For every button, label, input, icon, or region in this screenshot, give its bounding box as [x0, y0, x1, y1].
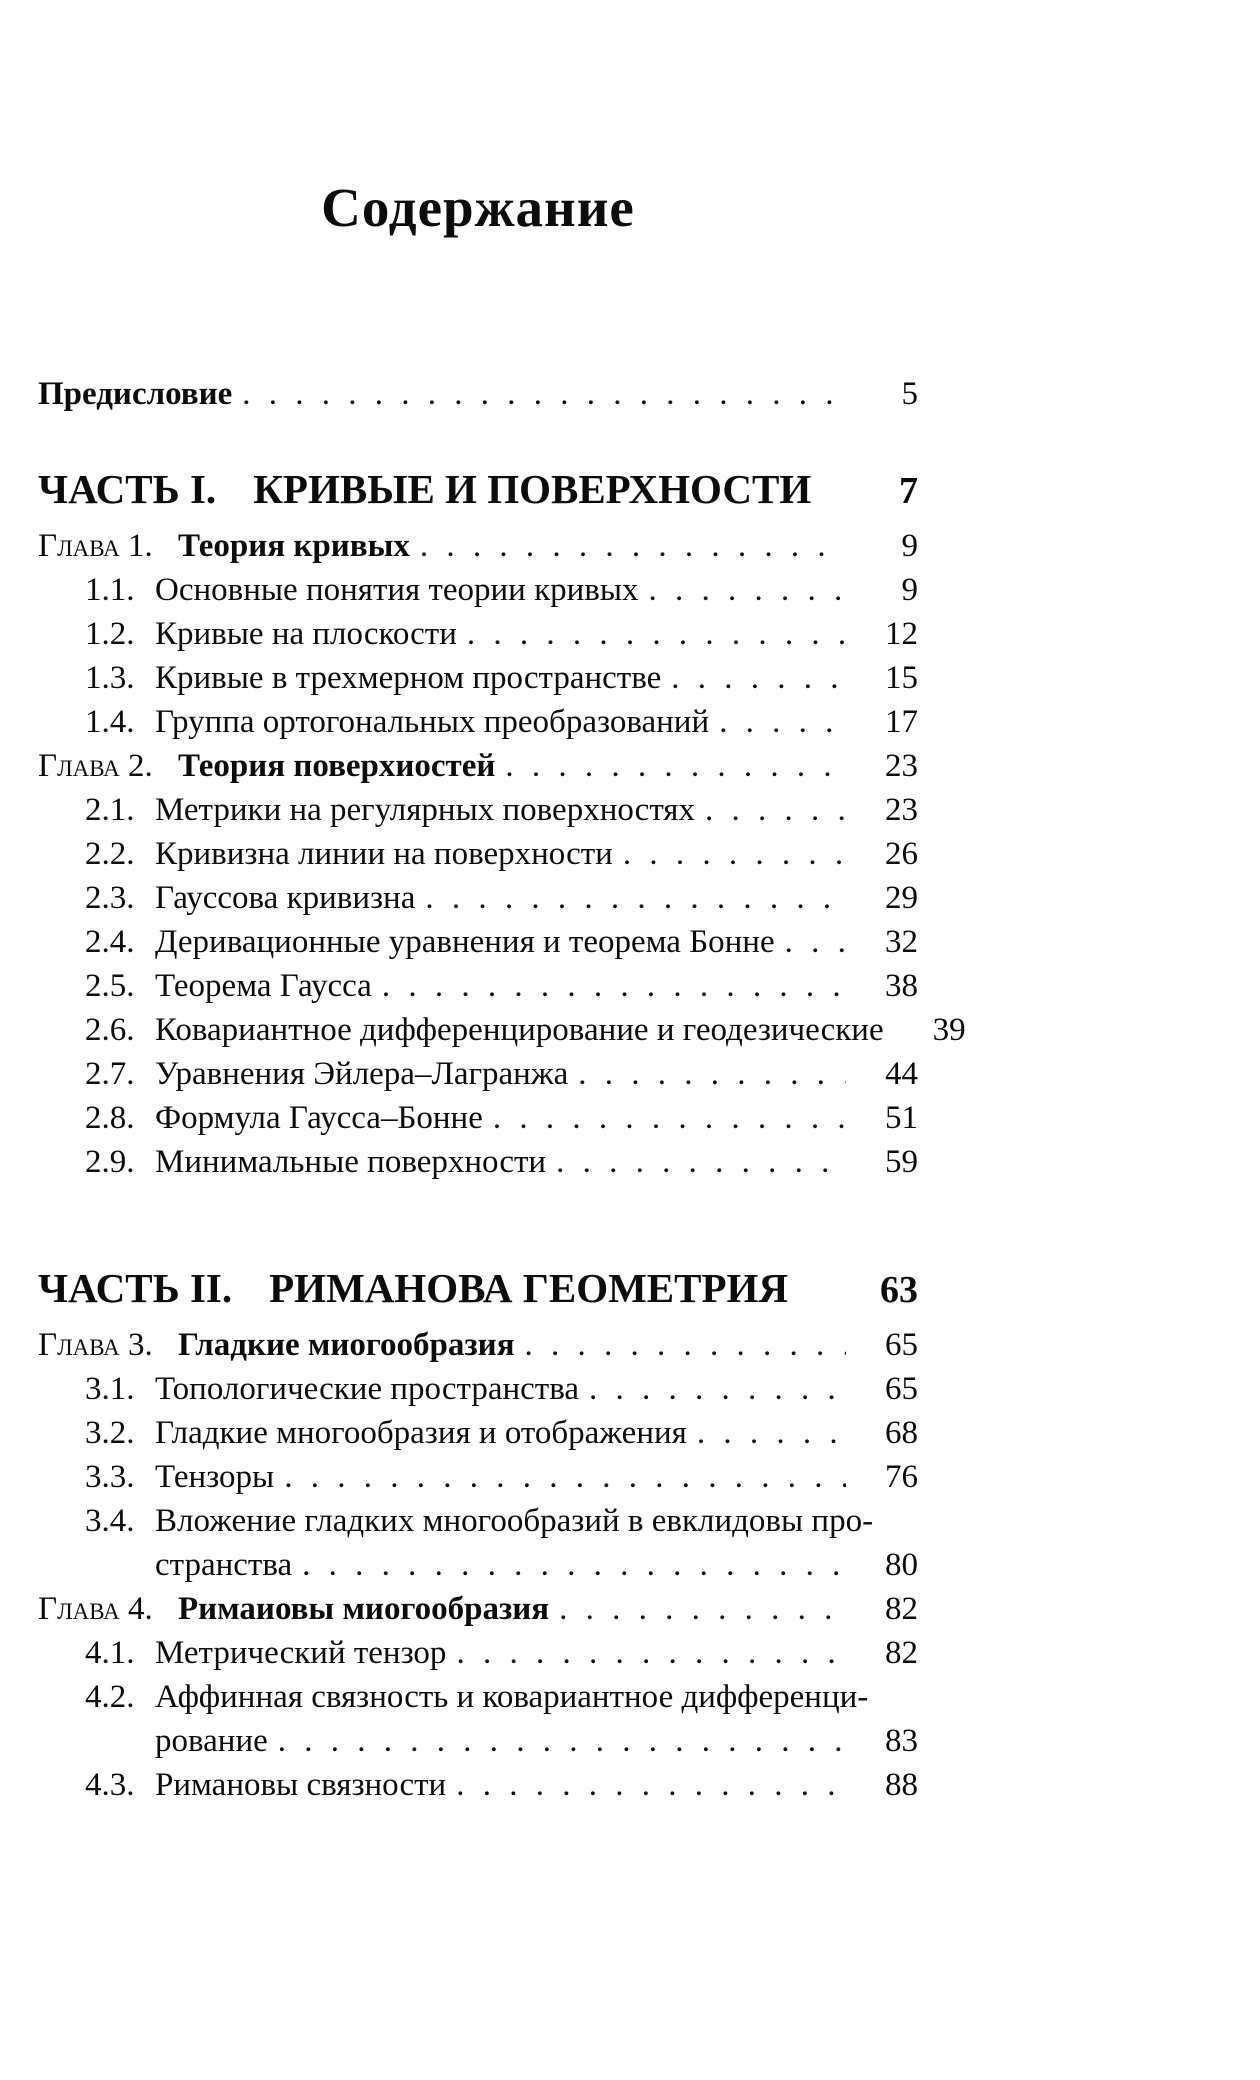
page-number: 68: [885, 1415, 918, 1451]
section-number: 1.1.: [85, 572, 135, 608]
dot-leader: [559, 1587, 846, 1631]
toc-section-row: [38, 832, 918, 876]
dot-leader: [705, 788, 846, 832]
page-number: 80: [885, 1547, 918, 1583]
section-title: Ковариантное дифференцирование и геодезические: [155, 1012, 884, 1048]
toc-chapter-row: [38, 744, 918, 788]
section-title: Аффинная связность и ковариантное дифференци-: [155, 1679, 869, 1715]
page-number: 82: [885, 1635, 918, 1671]
section-title: Римановы связности: [155, 1767, 447, 1803]
dot-leader: [623, 832, 846, 876]
dot-leader: [456, 1763, 846, 1807]
part-title: РИМАНОВА ГЕОМЕТРИЯ: [269, 1265, 789, 1311]
page-number: 59: [885, 1144, 918, 1180]
toc-section-row: [38, 612, 918, 656]
page-number: 32: [885, 924, 918, 960]
toc-body: [38, 372, 966, 1807]
chapter-label: Глава 1.: [38, 528, 153, 564]
toc-part-heading: [38, 462, 918, 518]
chapter-title: Теория поверхиостей: [178, 748, 496, 784]
toc-chapter-row: [38, 1323, 918, 1367]
section-title: Группа ортогональных преобразований: [155, 704, 710, 740]
dot-leader: [505, 744, 846, 788]
chapter-title: Гладкие миогообразия: [178, 1327, 515, 1363]
page-number: 44: [885, 1056, 918, 1092]
section-number: 4.3.: [85, 1767, 135, 1803]
section-title: Кривизна линии на поверхности: [155, 836, 613, 872]
dot-leader: [671, 656, 846, 700]
section-title: Метрики на регулярных поверхностях: [155, 792, 695, 828]
page-number: 5: [901, 376, 918, 412]
section-number: 4.1.: [85, 1635, 135, 1671]
section-number: 2.7.: [85, 1056, 135, 1092]
toc-part-heading: [38, 1261, 918, 1317]
chapter-label: Глава 4.: [38, 1591, 153, 1627]
page-number: 82: [885, 1591, 918, 1627]
toc-section-row: [38, 1367, 918, 1411]
toc-section-row: [38, 920, 918, 964]
toc-section-continuation: [38, 1719, 918, 1763]
dot-leader: [697, 1411, 846, 1455]
page-number: 38: [885, 968, 918, 1004]
page-number: 39: [932, 1012, 966, 1048]
dot-leader: [525, 1323, 846, 1367]
section-number: 3.2.: [85, 1415, 135, 1451]
dot-leader: [785, 920, 846, 964]
section-number: 3.4.: [85, 1503, 135, 1539]
section-title: Уравнения Эйлера–Лагранжа: [155, 1056, 569, 1092]
chapter-label: Глава 2.: [38, 748, 153, 784]
page-number: 76: [885, 1459, 918, 1495]
section-title: Формула Гаусса–Бонне: [155, 1100, 483, 1136]
toc-section-row: [38, 1675, 918, 1719]
toc-content: [38, 0, 966, 1807]
toc-section-continuation: [38, 1543, 918, 1587]
dot-leader: [420, 524, 846, 568]
toc-section-row: [38, 788, 918, 832]
dot-leader: [382, 964, 846, 1008]
section-title: Гладкие многообразия и отображения: [155, 1415, 687, 1451]
dot-leader: [284, 1455, 846, 1499]
section-title: Гауссова кривизна: [155, 880, 416, 916]
toc-section-row: [38, 656, 918, 700]
part-label: ЧАСТЬ I.: [38, 466, 217, 512]
dot-leader: [278, 1719, 846, 1763]
part-label: ЧАСТЬ II.: [38, 1265, 233, 1311]
section-number: 2.4.: [85, 924, 135, 960]
section-number: 2.2.: [85, 836, 135, 872]
part-title: КРИВЫЕ И ПОВЕРХНОСТИ: [253, 466, 812, 512]
page-number: 51: [885, 1100, 918, 1136]
section-title: Деривационные уравнения и теорема Бонне: [155, 924, 775, 960]
page-number: 88: [885, 1767, 918, 1803]
toc-section-row: [38, 1455, 918, 1499]
section-title: Минимальные поверхности: [155, 1144, 547, 1180]
page-number: 83: [885, 1723, 918, 1759]
section-number: 2.1.: [85, 792, 135, 828]
toc-section-row: [38, 1763, 918, 1807]
toc-chapter-row: [38, 1587, 918, 1631]
section-title: Кривые в трехмерном пространстве: [155, 660, 662, 696]
page-number: 23: [885, 792, 918, 828]
section-number: 1.4.: [85, 704, 135, 740]
page-title: Содержание: [321, 177, 635, 238]
dot-leader: [302, 1543, 846, 1587]
section-title: Топологические пространства: [155, 1371, 579, 1407]
dot-leader: [719, 700, 846, 744]
page-number: 7: [899, 470, 918, 512]
section-title: Теорема Гаусса: [155, 968, 372, 1004]
toc-entry-preface: [38, 372, 918, 416]
toc-section-row: [38, 568, 918, 612]
section-title-continuation: странства: [155, 1547, 293, 1583]
section-title: Основные понятия теории кривых: [155, 572, 639, 608]
toc-section-row: [38, 1140, 918, 1184]
chapter-title: Теория кривых: [178, 528, 410, 564]
toc-section-row: [38, 964, 918, 1008]
toc-section-row: [38, 876, 918, 920]
section-number: 3.1.: [85, 1371, 135, 1407]
dot-leader: [578, 1052, 846, 1096]
page-number: 17: [885, 704, 918, 740]
dot-leader: [456, 1631, 846, 1675]
section-title-continuation: рование: [155, 1723, 268, 1759]
page-number: 23: [885, 748, 918, 784]
page-number: 29: [885, 880, 918, 916]
section-title: Вложение гладких многообразий в евклидовы про-: [155, 1503, 874, 1539]
dot-leader: [556, 1140, 846, 1184]
section-number: 4.2.: [85, 1679, 135, 1715]
section-number: 2.9.: [85, 1144, 135, 1180]
toc-section-row: [38, 1008, 966, 1052]
preface-label: Предисловие: [38, 376, 233, 412]
page-number: 26: [885, 836, 918, 872]
page-number: 9: [901, 572, 918, 608]
dot-leader: [649, 568, 846, 612]
section-title: Метрический тензор: [155, 1635, 447, 1671]
section-number: 1.2.: [85, 616, 135, 652]
toc-section-row: [38, 1052, 918, 1096]
dot-leader: [242, 372, 846, 416]
chapter-label: Глава 3.: [38, 1327, 153, 1363]
section-number: 2.8.: [85, 1100, 135, 1136]
page-number: 65: [885, 1327, 918, 1363]
toc-section-row: [38, 1096, 918, 1140]
dot-leader: [589, 1367, 846, 1411]
section-title: Тензоры: [155, 1459, 275, 1495]
toc-section-row: [38, 1499, 918, 1543]
dot-leader: [425, 876, 846, 920]
section-number: 2.6.: [85, 1012, 135, 1048]
toc-section-row: [38, 1631, 918, 1675]
section-number: 2.5.: [85, 968, 135, 1004]
dot-leader: [467, 612, 846, 656]
section-number: 2.3.: [85, 880, 135, 916]
section-number: 1.3.: [85, 660, 135, 696]
page-number: 65: [885, 1371, 918, 1407]
toc-section-row: [38, 700, 918, 744]
section-number: 3.3.: [85, 1459, 135, 1495]
chapter-title: Римаиовы миогообразия: [178, 1591, 550, 1627]
page-number: 15: [885, 660, 918, 696]
page-number: 63: [880, 1269, 918, 1311]
section-title: Кривые на плоскости: [155, 616, 457, 652]
page-number: 12: [885, 616, 918, 652]
page-number: 9: [901, 528, 918, 564]
toc-chapter-row: [38, 524, 918, 568]
dot-leader: [493, 1096, 846, 1140]
toc-section-row: [38, 1411, 918, 1455]
